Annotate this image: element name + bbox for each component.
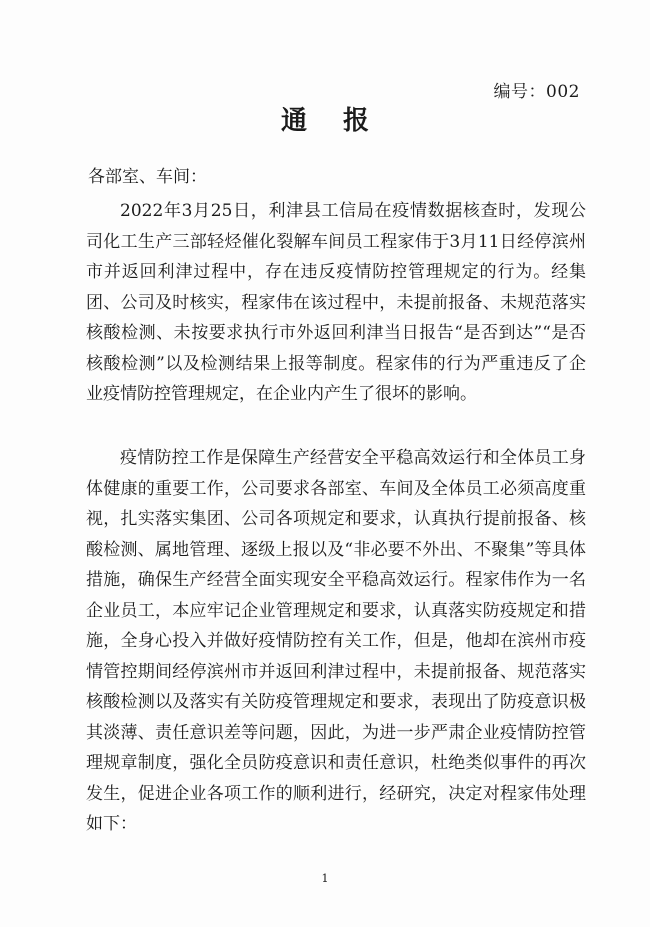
document-title: 通报 bbox=[280, 106, 405, 136]
document-number: 编号：002 bbox=[493, 82, 580, 102]
page-number: 1 bbox=[321, 872, 329, 885]
body-paragraph-2: 疫情防控工作是保障生产经营安全平稳高效运行和全体员工身体健康的重要工作，公司要求各部室、车间及全体员工必须高度重视，扎实落实集团、公司各项规定和要求，认真执行提前报备、核酸检测、属地管理、逐级上报以及“非必要不外出、不聚集”等具体措施，确保生产经营全面实现安全平稳高效运行。程家伟作为一名企业员工，本应牢记企业管理规定和要求，认真落实防疫规定和措施，全身心投入并做好疫情防控有关工作，但是，他却在滨州市疫情管控期间经停滨州市并返回利津过程中，未提前报备、规范落实核酸检测以及落实有关防疫管理规定和要求，表现出了防疫意识极其淡薄、责任意识差等问题，因此，为进一步严肃企业疫情防控管理规章制度，强化全员防疫意识和责任意识，杜绝类似事件的再次发生，促进企业各项工作的顺利进行，经研究，决定对程家伟处理如下： bbox=[86, 448, 586, 834]
body-paragraph-1: 2022年3月25日，利津县工信局在疫情数据核查时，发现公司化工生产三部轻烃催化裂解车间员工程家伟于3月11日经停滨州市并返回利津过程中，存在违反疫情防控管理规定的行为。经集团、公司及时核实，程家伟在该过程中，未提前报备、未规范落实核酸检测、未按要求执行市外返回利津当日报告“是否到达”“是否核酸检测”以及检测结果上报等制度。程家伟的行为严重违反了企业疫情防控管理规定，在企业内产生了很坏的影响。 bbox=[86, 201, 586, 404]
salutation: 各部室、车间： bbox=[88, 167, 207, 187]
